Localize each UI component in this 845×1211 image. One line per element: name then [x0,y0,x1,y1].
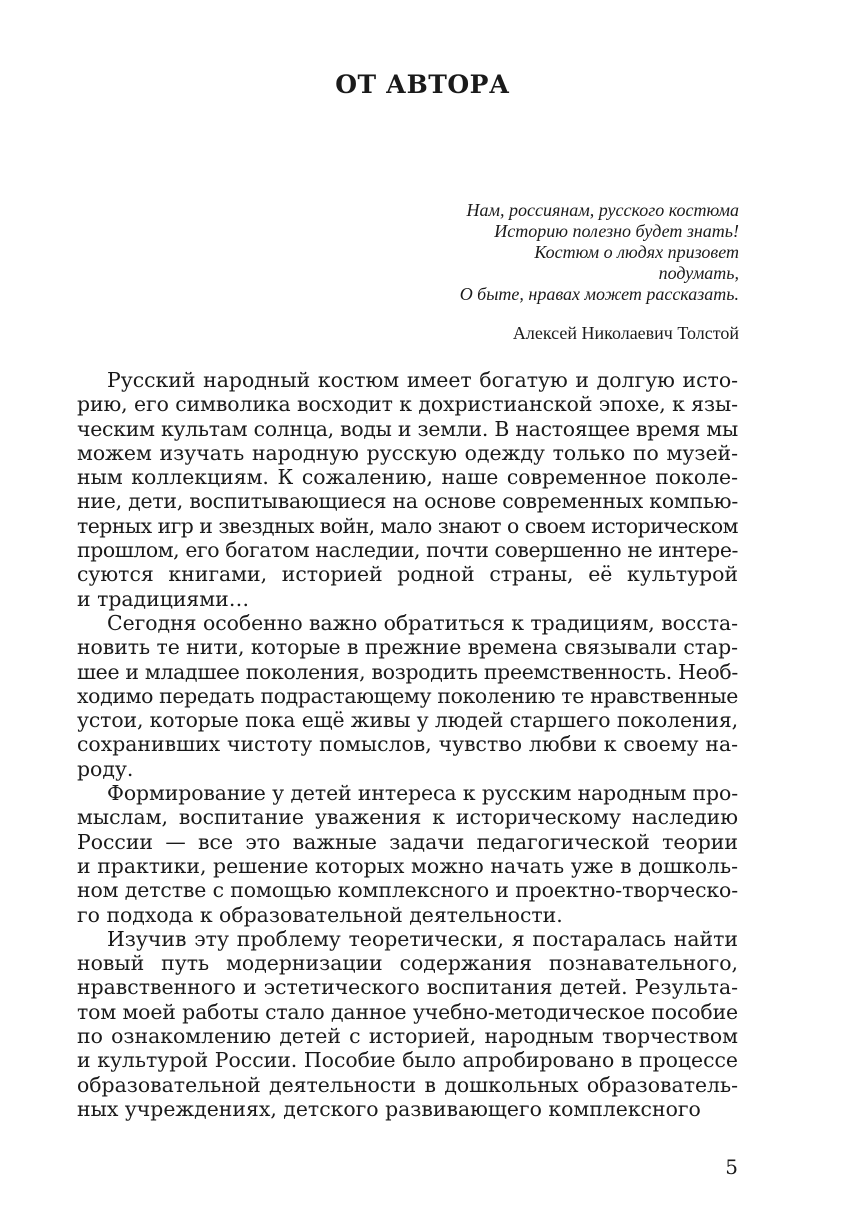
paragraph-line: и практики, решение которых можно начать уже в дошколь- [77,853,738,878]
page-number: 5 [725,1155,738,1179]
paragraph-line: том моей работы стало данное учебно-методическое пособие [77,999,738,1024]
epigraph [279,200,739,305]
paragraph-line: прошлом, его богатом наследии, почти совершенно не интере- [77,538,738,563]
paragraph-line: нравственного и эстетического воспитания детей. Результа- [77,975,738,1000]
paragraph-line: рию, его символика восходит к дохристианской эпохе, к язы- [77,392,738,417]
epigraph-line: подумать, [658,263,739,283]
paragraph-line: и культурой России. Пособие было апробировано в процессе [77,1048,738,1073]
paragraph [77,927,738,1121]
paragraph [77,781,738,927]
paragraph-line: по ознакомлению детей с историей, народным творчеством [77,1024,738,1049]
paragraph-line: терных игр и звездных войн, мало знают о своем историческом [77,513,738,538]
paragraph-line: ние, дети, воспитывающиеся на основе современных компью- [77,489,738,514]
paragraph-line: суются книгами, историей родной страны, её культурой [77,562,738,587]
paragraph-line: ных учреждениях, детского развивающего комплексного [77,1096,701,1121]
epigraph-author: Алексей Николаевич Толстой [512,323,739,343]
paragraph-line: шее и младшее поколения, возродить преемственность. Необ- [77,659,738,684]
paragraph-line: Формирование у детей интереса к русским народным про- [107,781,738,806]
paragraph-line: сохранивших чистоту помыслов, чувство любви к своему на- [77,732,738,757]
epigraph-line: Нам, россиянам, русского костюма [466,200,739,220]
paragraph-line: образовательной деятельности в дошкольных образователь- [77,1072,738,1097]
epigraph-line: О быте, нравах может рассказать. [459,284,739,304]
paragraph-line: ческим культам солнца, воды и земли. В настоящее время мы [77,416,738,441]
paragraph-line: Сегодня особенно важно обратиться к традициям, восста- [107,610,738,635]
paragraph [77,611,738,781]
paragraph-line: ходимо передать подрастающему поколению те нравственные [77,683,738,708]
paragraph-line: роду. [77,756,134,781]
body-text [77,368,738,1121]
paragraph-line: мыслам, воспитание уважения к историческому наследию [77,805,738,830]
paragraph-line: и традициями… [77,586,250,611]
page-title: ОТ АВТОРА [335,70,510,99]
paragraph-line: ном детстве с помощью комплексного и проектно-творческо- [77,878,738,903]
paragraph-line: го подхода к образовательной деятельности. [77,902,563,927]
paragraph-line: Русский народный костюм имеет богатую и долгую исто- [107,368,738,392]
paragraph-line: ным коллекциям. К сожалению, наше современное поколе- [77,465,738,490]
paragraph-line: России — все это важные задачи педагогической теории [77,829,738,854]
epigraph-line: Костюм о людях призовет [534,242,739,262]
paragraph-line: новить те нити, которые в прежние времена связывали стар- [77,635,738,660]
paragraph-line: Изучив эту проблему теоретически, я постаралась найти [107,926,738,951]
paragraph-line: устои, которые пока ещё живы у людей старшего поколения, [77,708,738,733]
paragraph-line: новый путь модернизации содержания познавательного, [77,951,738,976]
epigraph-line: Историю полезно будет знать! [494,221,739,241]
paragraph [77,368,738,611]
paragraph-line: можем изучать народную русскую одежду только по музей- [77,440,738,465]
